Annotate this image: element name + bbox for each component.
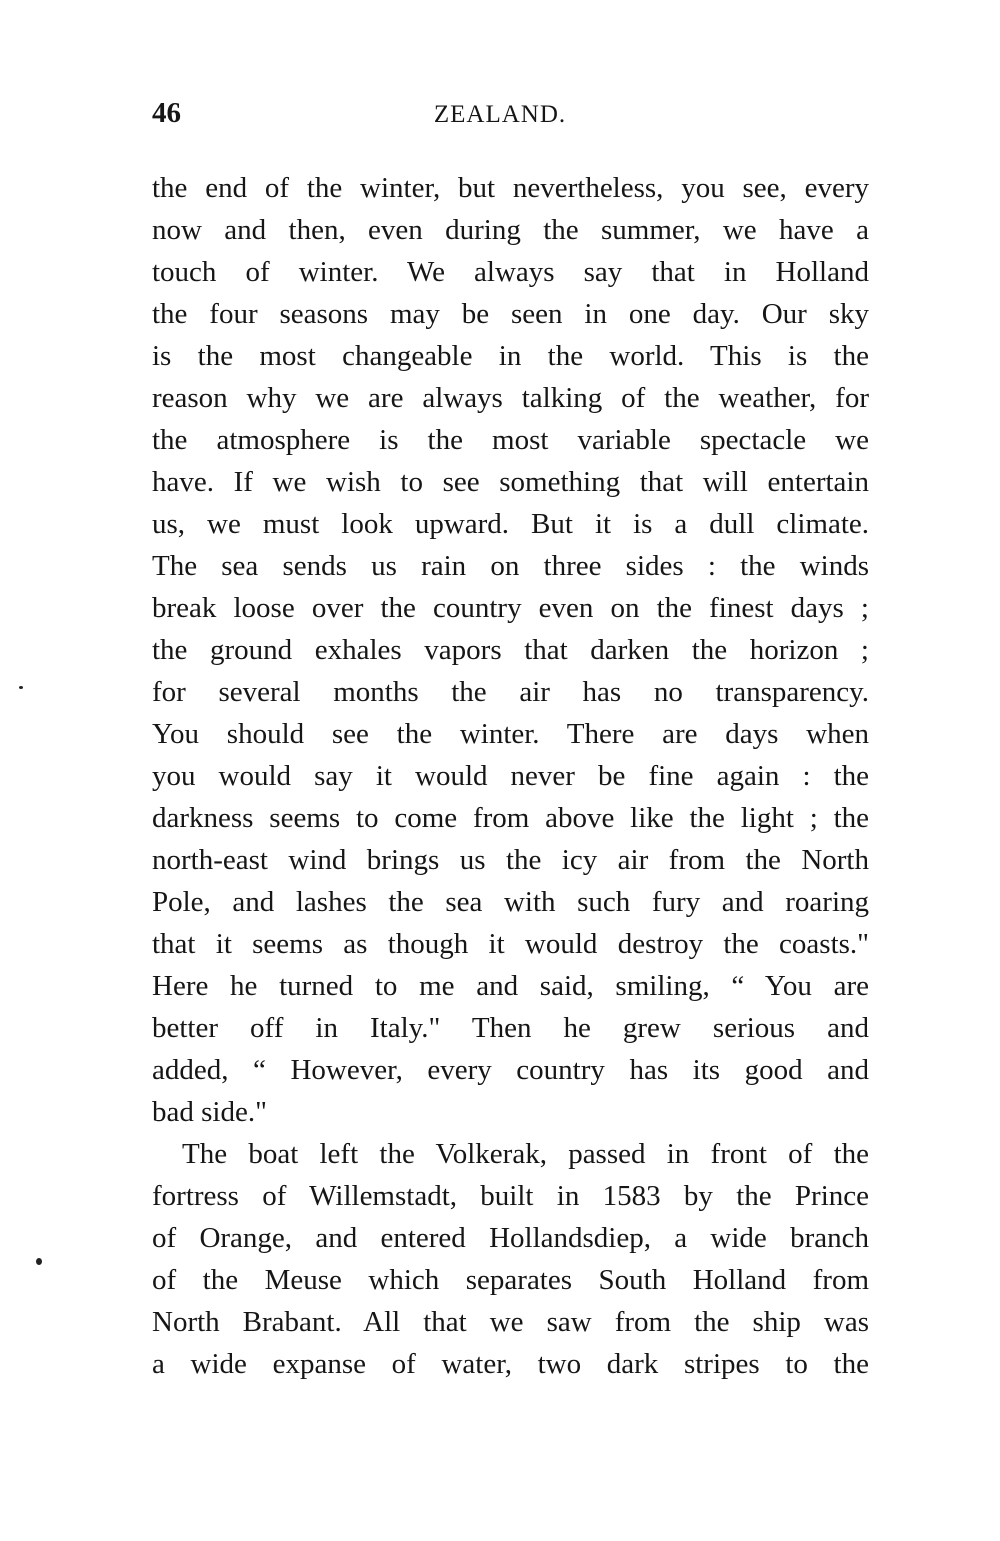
text-line: that it seems as though it would destroy the coasts." xyxy=(152,928,869,960)
text-line: the end of the winter, but nevertheless, you see, every xyxy=(152,172,869,204)
text-line: now and then, even during the summer, we have a xyxy=(152,214,869,246)
running-head: ZEALAND. xyxy=(433,101,567,128)
text-line: The boat left the Volkerak, passed in front of the xyxy=(182,1138,869,1170)
paragraph-2 xyxy=(152,1133,869,1385)
text-line: you would say it would never be fine again : the xyxy=(152,760,869,792)
body-text xyxy=(152,167,869,1385)
text-line: break loose over the country even on the finest days ; xyxy=(152,592,869,624)
text-line: reason why we are always talking of the weather, for xyxy=(152,382,869,414)
text-line: of the Meuse which separates South Holland from xyxy=(152,1264,869,1296)
text-line: darkness seems to come from above like the light ; the xyxy=(152,802,869,834)
text-line: have. If we wish to see something that will entertain xyxy=(152,466,869,498)
text-line: North Brabant. All that we saw from the ship was xyxy=(152,1306,869,1338)
text-line: added, “ However, every country has its good and xyxy=(152,1054,869,1086)
page-number: 46 xyxy=(152,97,181,129)
text-line: You should see the winter. There are days when xyxy=(152,718,869,750)
text-line: Pole, and lashes the sea with such fury and roaring xyxy=(152,886,869,918)
text-line: The sea sends us rain on three sides : the winds xyxy=(152,550,869,582)
text-line: of Orange, and entered Hollandsdiep, a wide branch xyxy=(152,1222,869,1254)
text-line: is the most changeable in the world. This is the xyxy=(152,340,869,372)
text-line: north-east wind brings us the icy air from the North xyxy=(152,844,869,876)
text-line: better off in Italy." Then he grew serious and xyxy=(152,1012,869,1044)
text-line: a wide expanse of water, two dark stripes to the xyxy=(152,1348,869,1380)
text-line: the ground exhales vapors that darken the horizon ; xyxy=(152,634,869,666)
print-speck xyxy=(19,686,23,689)
print-speck xyxy=(36,1258,42,1265)
text-line: Here he turned to me and said, smiling, “ You are xyxy=(152,970,869,1002)
text-line: the atmosphere is the most variable spectacle we xyxy=(152,424,869,456)
text-line: the four seasons may be seen in one day. Our sky xyxy=(152,298,869,330)
paragraph-1 xyxy=(152,167,869,1133)
text-line: bad side." xyxy=(152,1096,267,1128)
text-line: us, we must look upward. But it is a dull climate. xyxy=(152,508,869,540)
text-line: fortress of Willemstadt, built in 1583 by the Prince xyxy=(152,1180,869,1212)
text-line: touch of winter. We always say that in Holland xyxy=(152,256,869,288)
text-line: for several months the air has no transparency. xyxy=(152,676,869,708)
